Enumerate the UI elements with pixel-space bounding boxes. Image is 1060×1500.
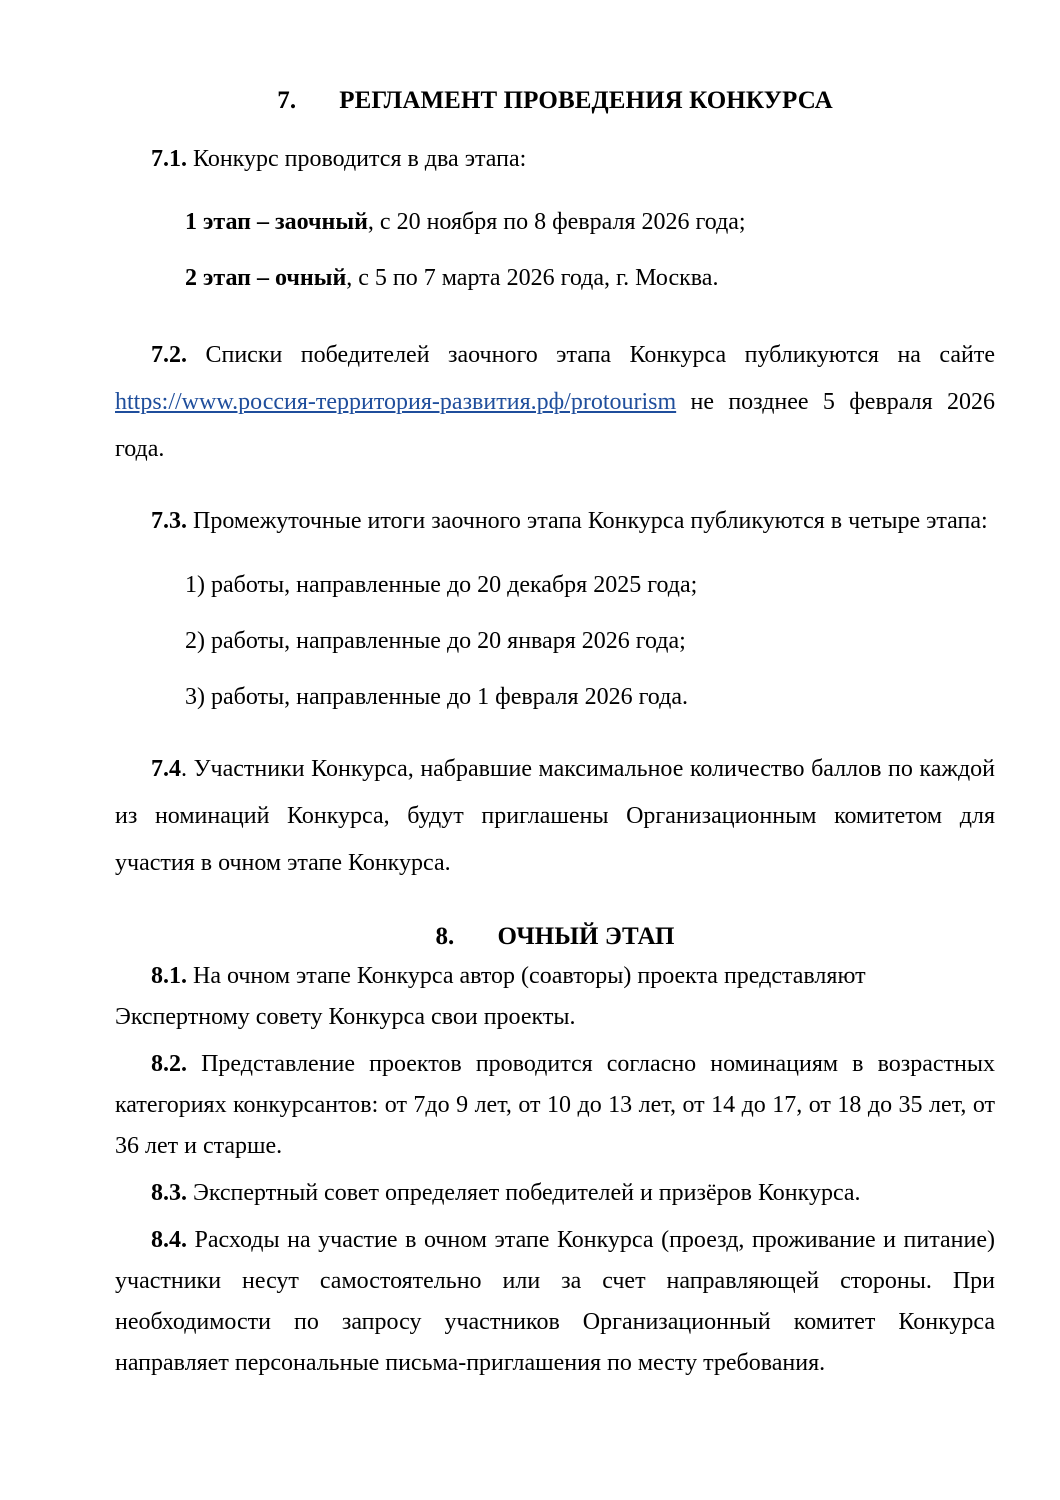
list-item [115,562,995,609]
paragraph-8-2 [115,1044,995,1167]
document-body [115,0,995,1384]
paragraph-8-4-number: 8.4. [151,1227,187,1253]
list-item [115,618,995,665]
stage-2-details: , с 5 по 7 марта 2026 года, г. Москва. [346,265,719,291]
paragraph-8-1-text: На очном этапе Конкурса автор (соавторы) проекта представляют Экспертному совету Конкурса свои проекты. [115,963,866,1030]
list-item-text: 2) работы, направленные до 20 января 2026 года; [185,628,686,654]
stage-2-label: 2 этап – очный [185,265,347,291]
paragraph-8-1-number: 8.1. [151,963,187,989]
section-8-title: ОЧНЫЙ ЭТАП [497,923,675,950]
paragraph-8-2-text: Представление проектов проводится согласно номинациям в возрастных категориях конкурсантов: от 7до 9 лет, от 10 до 13 лет, от 14 до 17, от 18 до 35 лет, от 36 лет и старше. [115,1051,995,1159]
list-item-text: 3) работы, направленные до 1 февраля 2026 года. [185,684,688,710]
section-7-title: РЕГЛАМЕНТ ПРОВЕДЕНИЯ КОНКУРСА [339,87,833,114]
paragraph-8-1 [115,956,995,1038]
paragraph-7-2-text-after: не позднее 5 февраля 2026 года. [115,389,995,462]
stage-1-label: 1 этап – заочный [185,209,368,235]
paragraph-7-2-text-before: Списки победителей заочного этапа Конкурса публикуются на сайте [187,342,995,368]
paragraph-7-4-number: 7.4 [151,756,181,782]
section-7-heading [115,86,995,116]
paragraph-7-1-text: Конкурс проводится в два этапа: [187,146,527,172]
section-8-number: 8. [435,923,455,950]
list-item [115,674,995,721]
section-8-heading [115,922,995,952]
stage-1-details: , с 20 ноября по 8 февраля 2026 года; [367,209,746,235]
paragraph-7-3-number: 7.3. [151,508,187,534]
paragraph-8-4 [115,1220,995,1384]
paragraph-7-1-number: 7.1. [151,146,187,172]
paragraph-7-3-text: Промежуточные итоги заочного этапа Конкурса публикуются в четыре этапа: [187,508,988,534]
contest-website-link[interactable]: https://www.россия-территория-развития.рф/protourism [115,389,677,415]
stage-1-line [115,199,995,246]
paragraph-7-2 [115,332,995,473]
paragraph-7-3 [115,498,995,545]
paragraph-7-4-text: . Участники Конкурса, набравшие максимальное количество баллов по каждой из номинаций Конкурса, будут приглашены Организационным комитетом для участия в очном этапе Конкурса. [115,756,995,876]
paragraph-7-4 [115,746,995,887]
paragraph-7-1 [115,136,995,183]
list-item-text: 1) работы, направленные до 20 декабря 2025 года; [185,572,698,598]
paragraph-8-4-text: Расходы на участие в очном этапе Конкурса (проезд, проживание и питание) участники несут самостоятельно или за счет направляющей стороны. При необходимости по запросу участников Организационный комитет Конкурса направляет персональные письма-приглашения по месту требования. [115,1227,995,1376]
stage-2-line [115,255,995,302]
section-8-body [115,956,995,1384]
paragraph-7-2-number: 7.2. [151,342,187,368]
section-7-number: 7. [277,87,297,114]
paragraph-8-3-text: Экспертный совет определяет победителей и призёров Конкурса. [187,1180,861,1206]
paragraph-8-3 [115,1173,995,1214]
paragraph-8-3-number: 8.3. [151,1180,187,1206]
paragraph-8-2-number: 8.2. [151,1051,187,1077]
